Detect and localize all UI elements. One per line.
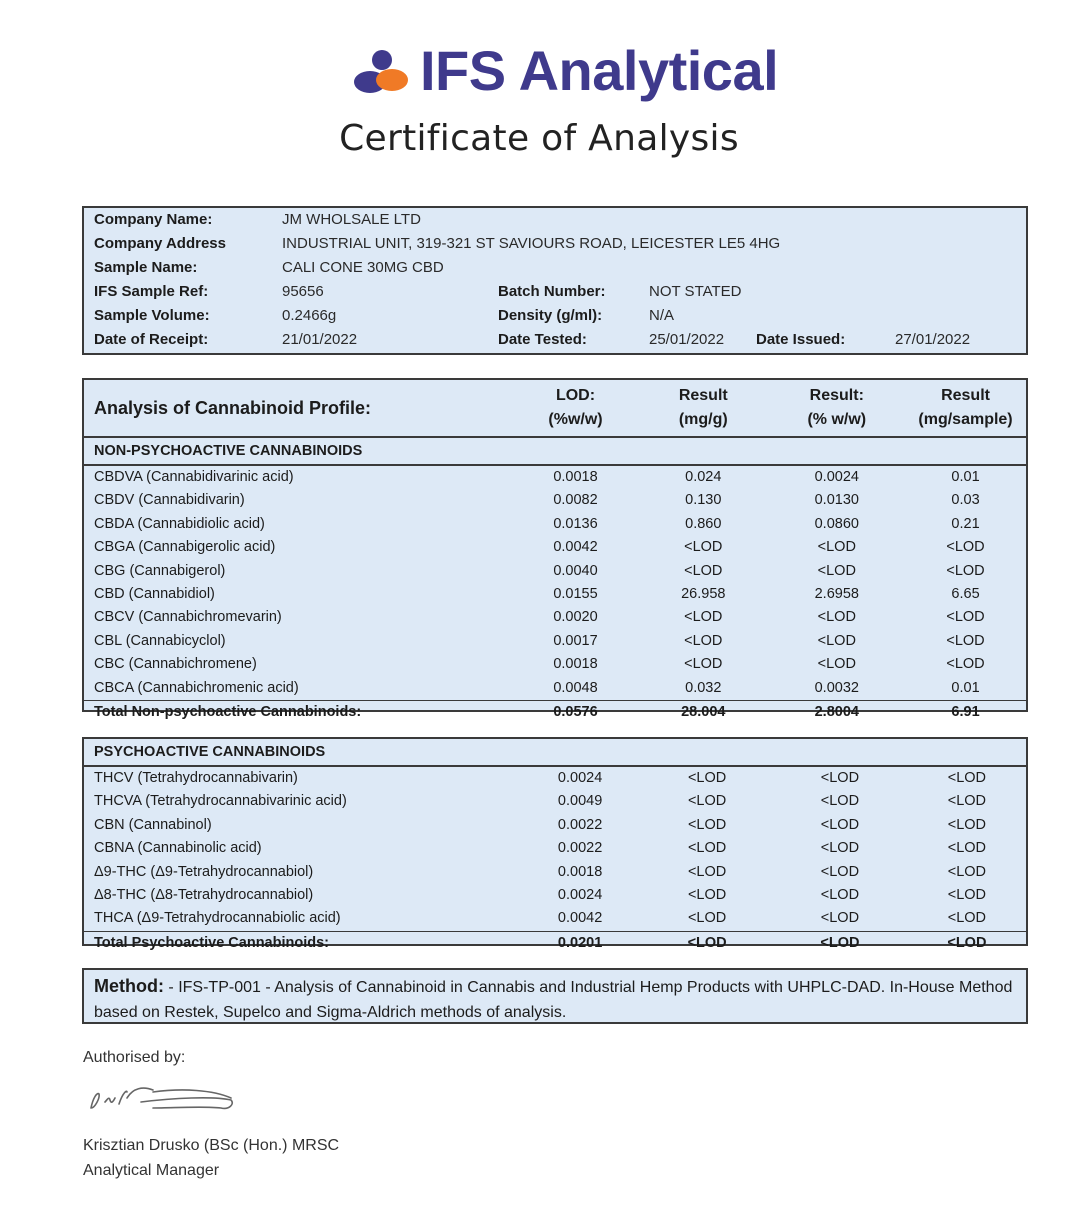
psy-row (84, 861, 1026, 884)
result-mgs: 0.03 (951, 492, 980, 509)
result-mgg: <LOD (687, 816, 727, 833)
company-address-value: INDUSTRIAL UNIT, 319-321 ST SAVIOURS ROAD, LEICESTER LE5 4HG (282, 235, 781, 252)
result-mgg: <LOD (687, 887, 727, 904)
result-mgg: <LOD (684, 609, 723, 626)
result-mgs: <LOD (947, 840, 987, 857)
total-compound-name: Total Psychoactive Cannabinoids: (84, 931, 518, 955)
lod-value: 0.0042 (557, 910, 603, 927)
compound-name: CBL (Cannabicyclol) (94, 632, 226, 649)
result-pct: <LOD (817, 562, 856, 579)
result-pct: <LOD (820, 816, 860, 833)
result-mgg: <LOD (684, 539, 723, 556)
lod-value: 0.0049 (557, 793, 603, 810)
result-pct: <LOD (820, 863, 860, 880)
result-mgg: <LOD (687, 793, 727, 810)
non-psy-row (84, 583, 1026, 606)
lod-value: 0.0042 (553, 539, 598, 556)
result-mgs: <LOD (947, 793, 987, 810)
compound-name: CBCV (Cannabichromevarin) (94, 609, 282, 626)
company-logo (352, 36, 778, 106)
method-box (82, 968, 1028, 1024)
result-pct: <LOD (817, 539, 856, 556)
issued-value: 27/01/2022 (895, 331, 971, 348)
lod-value: 0.0017 (553, 632, 598, 649)
tested-label: Date Tested: (498, 331, 587, 348)
lod-value: 0.0018 (557, 863, 603, 880)
psy-row (84, 907, 1026, 931)
ifs-ref-label: IFS Sample Ref: (94, 283, 209, 300)
result-mgg: 0.860 (685, 515, 722, 532)
sample-name-value: CALI CONE 30MG CBD (282, 259, 444, 276)
result-pct: <LOD (820, 887, 860, 904)
compound-name: CBDA (Cannabidiolic acid) (94, 515, 265, 532)
sample-info-panel (82, 206, 1028, 355)
profile-title: Analysis of Cannabinoid Profile: (84, 380, 513, 437)
compound-name: Δ9-THC (Δ9-Tetrahydrocannabiol) (94, 863, 314, 880)
result-mgs: <LOD (946, 656, 985, 673)
receipt-value: 21/01/2022 (282, 331, 358, 348)
compound-name: THCVA (Tetrahydrocannabivarinic acid) (94, 793, 347, 810)
col-mgs-header: Result (mg/sample) (905, 380, 1026, 437)
non-psy-row (84, 677, 1026, 701)
result-mgs: 6.65 (951, 586, 980, 603)
result-pct: 0.0860 (814, 515, 859, 532)
compound-name: CBC (Cannabichromene) (94, 656, 257, 673)
result-pct: <LOD (817, 656, 856, 673)
result-mgs: 0.21 (951, 515, 980, 532)
compound-name: Δ8-THC (Δ8-Tetrahydrocannabiol) (94, 887, 314, 904)
non-psy-row (84, 513, 1026, 536)
result-mgs: <LOD (946, 609, 985, 626)
result-pct: <LOD (817, 609, 856, 626)
non-psy-row (84, 465, 1026, 489)
non-psy-row (84, 653, 1026, 676)
lod-value: 0.0020 (553, 609, 598, 626)
result-pct: <LOD (817, 632, 856, 649)
total-compound-name: Total Non-psychoactive Cannabinoids: (84, 701, 513, 725)
compound-name: CBCA (Cannabichromenic acid) (94, 679, 299, 696)
result-mgs: <LOD (947, 887, 987, 904)
total-lod-value: 0.0201 (518, 931, 642, 955)
result-mgg: 0.032 (685, 679, 722, 696)
col-mgg-header: Result (mg/g) (638, 380, 769, 437)
lod-value: 0.0048 (553, 679, 598, 696)
psy-section-title: PSYCHOACTIVE CANNABINOIDS (84, 739, 1026, 766)
result-mgs: <LOD (946, 632, 985, 649)
result-mgs: <LOD (947, 770, 987, 786)
result-mgg: <LOD (687, 770, 727, 786)
batch-label: Batch Number: (498, 283, 606, 300)
lod-value: 0.0018 (553, 656, 598, 673)
compound-name: THCA (Δ9-Tetrahydrocannabiolic acid) (94, 910, 341, 927)
result-pct: 0.0032 (814, 679, 859, 696)
col-pct-header: Result: (% w/w) (769, 380, 906, 437)
non-psy-row (84, 560, 1026, 583)
brand-name: IFS Analytical (420, 39, 779, 102)
result-pct: 2.6958 (814, 586, 859, 603)
company-address-label: Company Address (94, 235, 226, 252)
result-mgg: 26.958 (681, 586, 726, 603)
result-mgs: <LOD (947, 863, 987, 880)
lod-value: 0.0155 (553, 586, 598, 603)
total-result-mgs: 6.91 (905, 701, 1026, 725)
result-pct: <LOD (820, 840, 860, 857)
total-result-pct: <LOD (772, 931, 908, 955)
result-mgg: <LOD (687, 910, 727, 927)
result-mgg: <LOD (687, 863, 727, 880)
lod-value: 0.0040 (553, 562, 598, 579)
total-result-mgg: 28.004 (638, 701, 769, 725)
result-mgs: <LOD (946, 539, 985, 556)
sample-name-label: Sample Name: (94, 259, 198, 276)
batch-value: NOT STATED (649, 283, 742, 300)
signer-role: Analytical Manager (83, 1162, 220, 1179)
result-pct: <LOD (820, 793, 860, 810)
result-pct: <LOD (820, 910, 860, 927)
non-psy-row (84, 536, 1026, 559)
total-result-mgg: <LOD (642, 931, 772, 955)
volume-value: 0.2466g (282, 307, 337, 324)
lod-value: 0.0018 (553, 469, 598, 485)
psychoactive-table (82, 737, 1028, 951)
total-result-mgs: <LOD (908, 931, 1026, 955)
lod-value: 0.0024 (557, 887, 603, 904)
density-label: Density (g/ml): (498, 307, 603, 324)
non-psy-row (84, 630, 1026, 653)
compound-name: THCV (Tetrahydrocannabivarin) (94, 770, 298, 786)
result-mgg: <LOD (687, 840, 727, 857)
lod-value: 0.0024 (557, 770, 603, 786)
result-mgg: <LOD (684, 656, 723, 673)
psy-total-row (84, 931, 1026, 955)
density-value: N/A (649, 307, 675, 324)
total-lod-value: 0.0576 (513, 701, 638, 725)
result-mgg: <LOD (684, 632, 723, 649)
result-pct: <LOD (820, 770, 860, 786)
method-text: - IFS-TP-001 - Analysis of Cannabinoid in Cannabis and Industrial Hemp Products with UHPLC-DAD. In-House Method based on Restek, Supelco and Sigma-Aldrich methods of analysis. (94, 979, 1013, 1021)
tested-value: 25/01/2022 (649, 331, 725, 348)
result-mgs: <LOD (947, 910, 987, 927)
signer-block (83, 1133, 339, 1183)
non-psy-row (84, 489, 1026, 512)
col-lod-header: LOD: (%w/w) (513, 380, 638, 437)
psy-row (84, 837, 1026, 860)
result-mgs: 0.01 (951, 469, 980, 485)
total-result-pct: 2.8004 (769, 701, 906, 725)
result-mgs: 0.01 (951, 679, 980, 696)
receipt-label: Date of Receipt: (94, 331, 209, 348)
cannabinoid-profile-table (82, 378, 1028, 721)
page-title: Certificate of Analysis (339, 118, 739, 159)
psy-row (84, 884, 1026, 907)
result-mgg: 0.130 (685, 492, 722, 509)
result-pct: 0.0130 (814, 492, 859, 509)
issued-label: Date Issued: (756, 331, 846, 348)
psy-row (84, 814, 1026, 837)
compound-name: CBG (Cannabigerol) (94, 562, 226, 579)
non-psy-row (84, 606, 1026, 629)
lod-value: 0.0022 (557, 840, 603, 857)
compound-name: CBDVA (Cannabidivarinic acid) (94, 469, 294, 485)
compound-name: CBNA (Cannabinolic acid) (94, 840, 262, 857)
method-label: Method: (94, 976, 164, 996)
compound-name: CBDV (Cannabidivarin) (94, 492, 245, 509)
signature-image (83, 1078, 243, 1120)
company-name-label: Company Name: (94, 211, 213, 228)
result-mgs: <LOD (946, 562, 985, 579)
psy-row (84, 766, 1026, 790)
company-name-value: JM WHOLSALE LTD (282, 211, 421, 228)
result-mgs: <LOD (947, 816, 987, 833)
authorised-label: Authorised by: (83, 1049, 186, 1066)
volume-label: Sample Volume: (94, 307, 210, 324)
result-mgg: 0.024 (685, 469, 722, 485)
ifs-logo-icon (352, 46, 410, 96)
compound-name: CBGA (Cannabigerolic acid) (94, 539, 276, 556)
ifs-ref-value: 95656 (282, 283, 324, 300)
signer-name: Krisztian Drusko (BSc (Hon.) MRSC (83, 1137, 340, 1154)
lod-value: 0.0136 (553, 515, 598, 532)
lod-value: 0.0082 (553, 492, 598, 509)
compound-name: CBN (Cannabinol) (94, 816, 212, 833)
psy-row (84, 790, 1026, 813)
result-pct: 0.0024 (814, 469, 859, 485)
lod-value: 0.0022 (557, 816, 603, 833)
non-psy-total-row (84, 701, 1026, 725)
compound-name: CBD (Cannabidiol) (94, 586, 215, 603)
non-psy-section-title: NON-PSYCHOACTIVE CANNABINOIDS (84, 437, 1026, 465)
result-mgg: <LOD (684, 562, 723, 579)
